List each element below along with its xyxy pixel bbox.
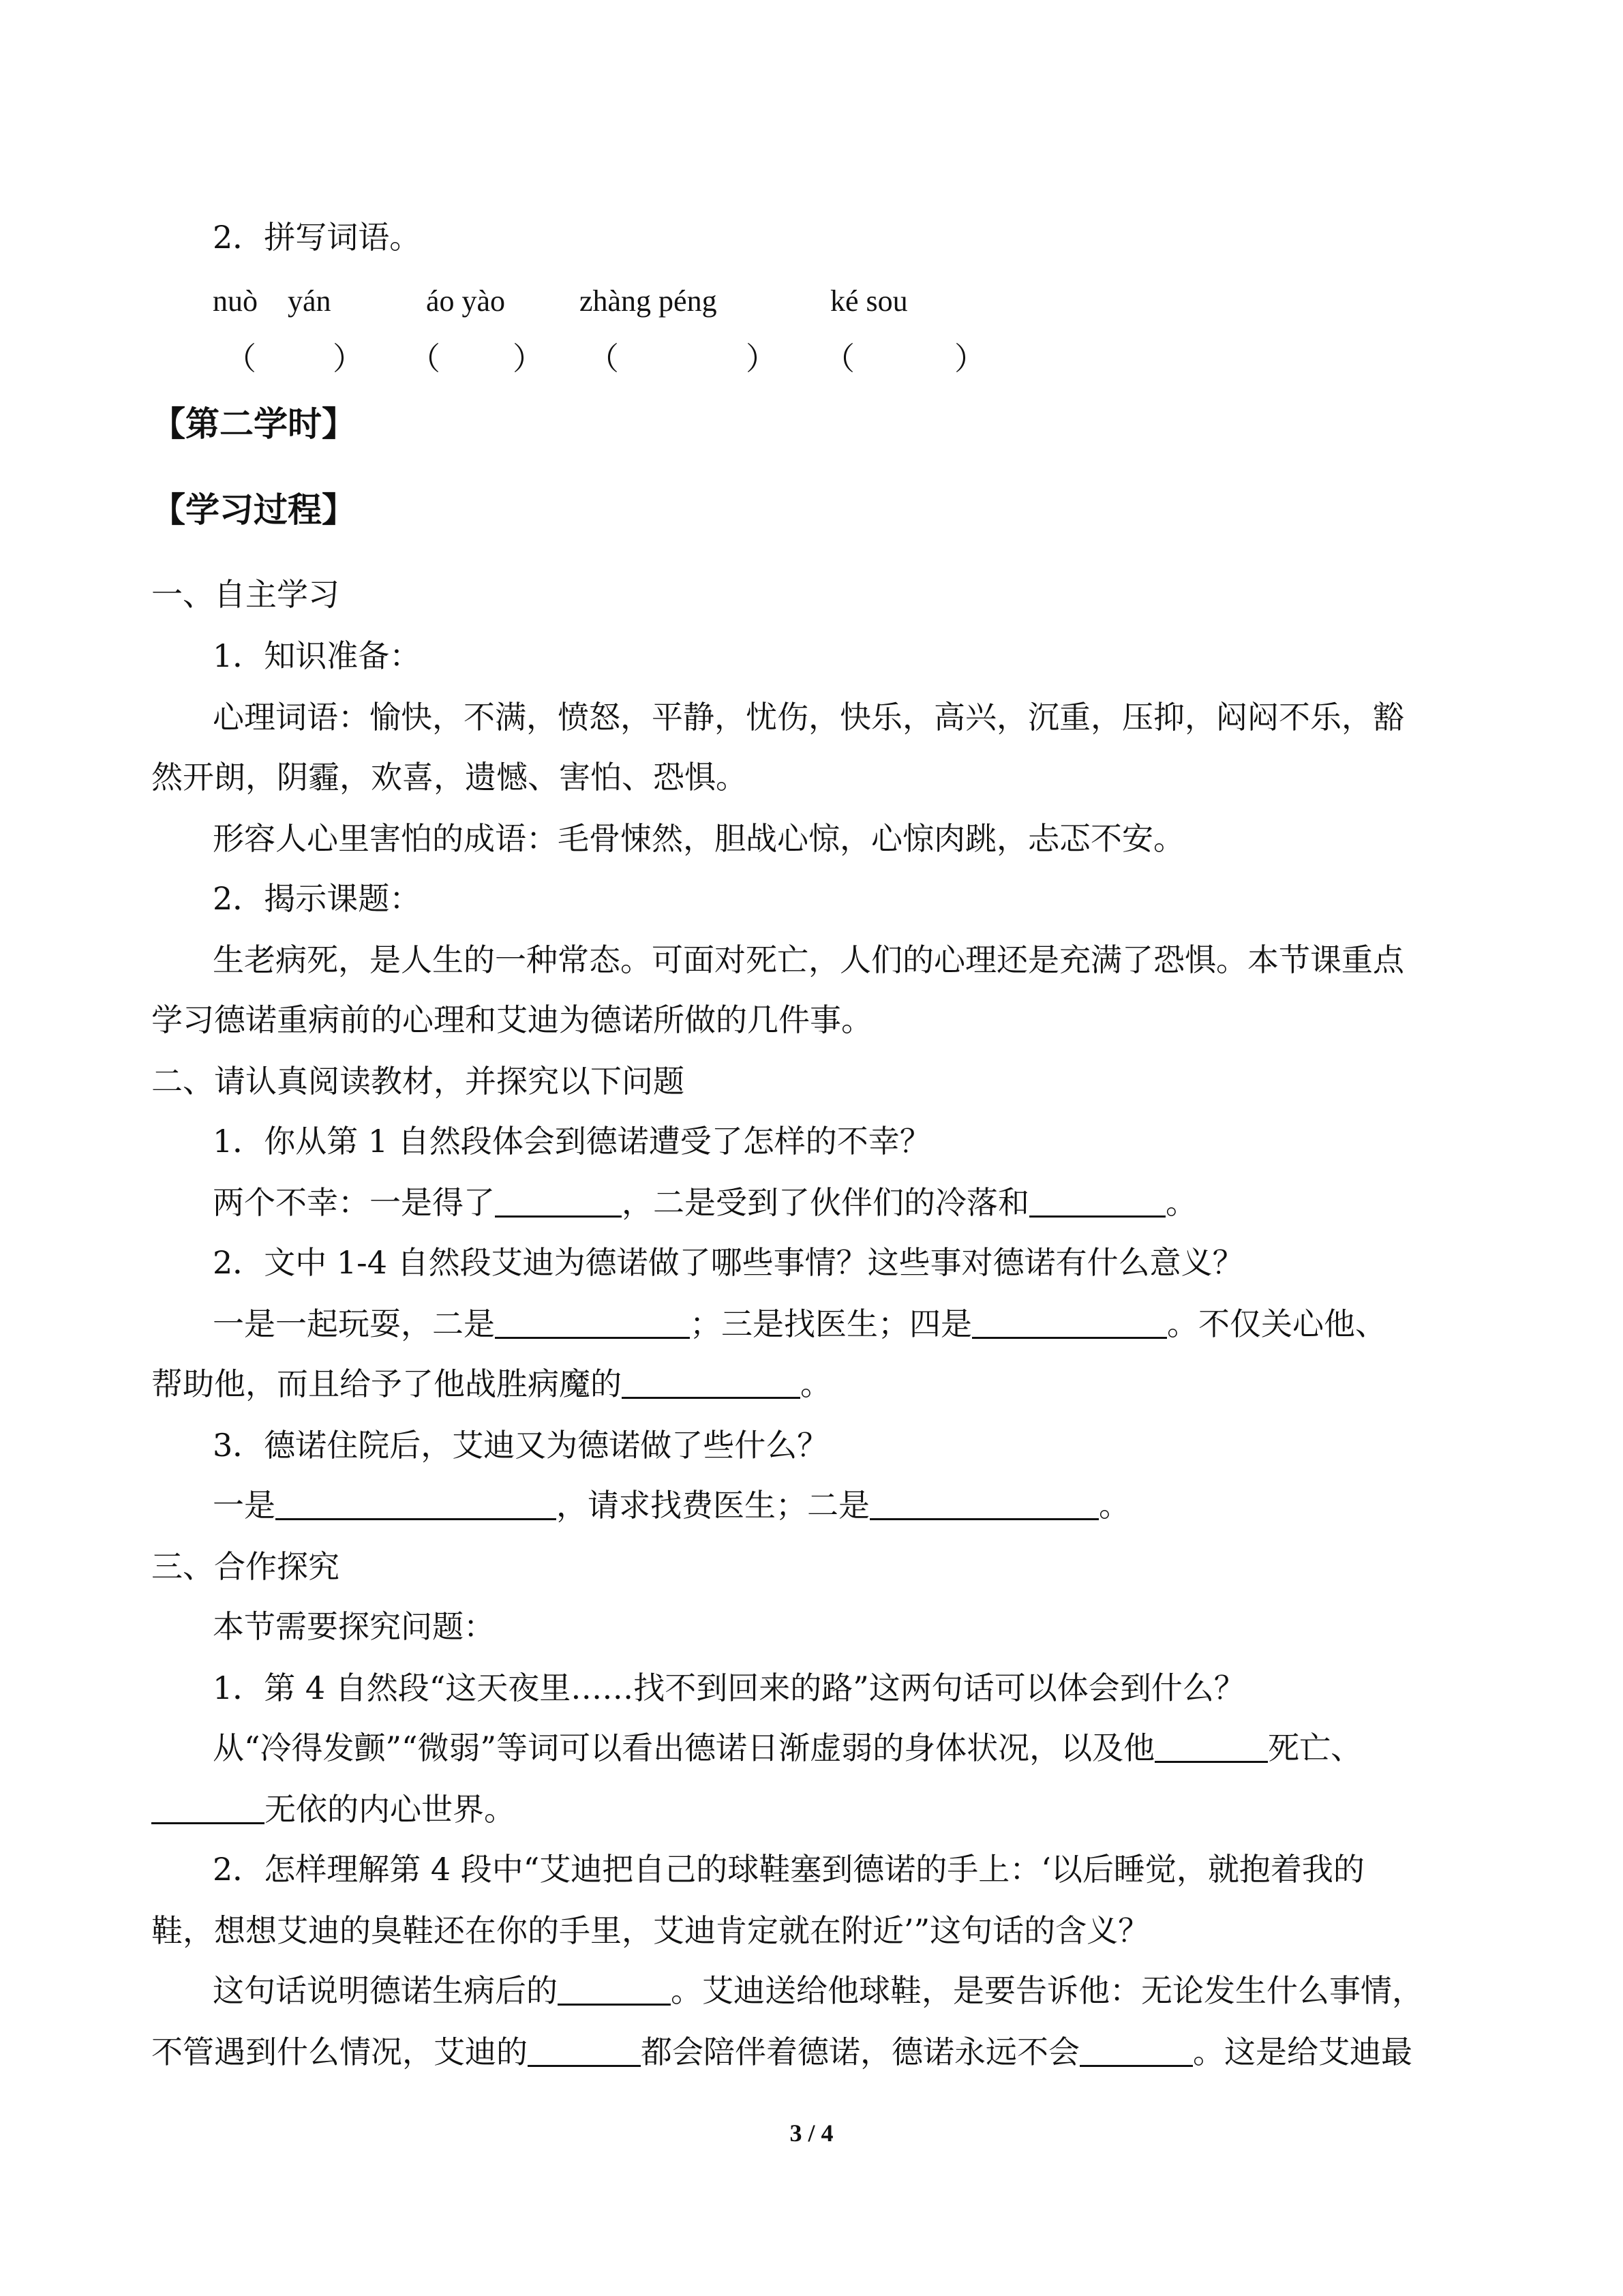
answer-3-2-line-1: 这句话说明德诺生病后的 。艾迪送给他球鞋，是要告诉他：无论发生什么事情， xyxy=(213,1972,1423,2009)
fill-blank[interactable] xyxy=(495,1305,690,1339)
answer-paren-open-3: （ xyxy=(588,340,619,377)
topic-text-line-1: 生老病死，是人生的一种常态。可面对死亡，人们的心理还是充满了恐惧。本节课重点 xyxy=(213,941,1404,978)
answer-2-1: 两个不幸：一是得了 ，二是受到了伙伴们的冷落和 。 xyxy=(213,1184,1197,1221)
fill-blank[interactable] xyxy=(495,1184,622,1218)
page-number: 3 / 4 xyxy=(789,2119,834,2147)
question-2-1: 1．你从第 1 自然段体会到德诺遭受了怎样的不幸？ xyxy=(213,1123,931,1160)
fill-blank[interactable] xyxy=(558,1972,671,2006)
pinyin-3: zhàng péng xyxy=(579,284,717,318)
answer-3-1-line-2: 无依的内心世界。 xyxy=(151,1789,515,1830)
fill-blank[interactable] xyxy=(275,1487,556,1520)
answer-paren-close-4: ） xyxy=(954,340,986,377)
reveal-topic-title: 2．揭示课题： xyxy=(213,880,421,917)
section-1-title: 一、自主学习 xyxy=(151,576,339,613)
fear-idioms-line: 形容人心里害怕的成语：毛骨悚然，胆战心惊，心惊肉跳，忐忑不安。 xyxy=(213,820,1185,857)
answer-3-2-line-2: 不管遇到什么情况，艾迪的 都会陪伴着德诺，德诺永远不会 。这是给艾迪最 xyxy=(151,2034,1412,2070)
mood-words-line-2: 然开朗，阴霾，欢喜，遗憾、害怕、恐惧。 xyxy=(151,759,747,796)
mood-words-line-1: 心理词语：愉快，不满，愤怒，平静，忧伤，快乐，高兴，沉重，压抑，闷闷不乐，豁 xyxy=(213,699,1404,736)
question-2-3: 3．德诺住院后，艾迪又为德诺做了些什么？ xyxy=(213,1427,829,1464)
pinyin-2: áo yào xyxy=(426,284,506,318)
fill-blank[interactable] xyxy=(870,1487,1099,1520)
fill-blank[interactable] xyxy=(972,1305,1167,1339)
topic-text-line-2: 学习德诺重病前的心理和艾迪为德诺所做的几件事。 xyxy=(151,1001,873,1038)
section-3-title: 三、合作探究 xyxy=(151,1548,339,1585)
fill-blank[interactable] xyxy=(1155,1729,1268,1763)
pinyin-4: ké sou xyxy=(830,284,908,318)
question-3-1: 1．第 4 自然段“这天夜里……找不到回来的路”这两句话可以体会到什么？ xyxy=(213,1670,1245,1706)
answer-2-3: 一是 ，请求找费医生；二是 。 xyxy=(213,1487,1130,1524)
spelling-title: 2．拼写词语。 xyxy=(213,219,421,256)
answer-paren-close-3: ） xyxy=(746,340,777,377)
knowledge-prep-title: 1．知识准备： xyxy=(213,637,421,674)
fill-blank[interactable] xyxy=(1029,1184,1166,1218)
answer-paren-close-1: ） xyxy=(333,340,364,377)
fill-blank[interactable] xyxy=(1080,2034,1193,2067)
answer-2-2-line-2: 帮助他，而且给予了他战胜病魔的 。 xyxy=(151,1365,832,1402)
fill-blank[interactable] xyxy=(528,2034,641,2067)
answer-paren-open-1: （ xyxy=(225,340,256,377)
heading-lesson-two: 【第二学时】 xyxy=(151,404,356,444)
answer-paren-open-2: （ xyxy=(409,340,440,377)
pinyin-1: nuò yán xyxy=(213,284,331,318)
answer-paren-close-2: ） xyxy=(513,340,544,377)
answer-3-1-line-1: 从“冷得发颤”“微弱”等词可以看出德诺日渐虚弱的身体状况，以及他 死亡、 xyxy=(213,1729,1363,1766)
fill-blank[interactable] xyxy=(151,1791,264,1824)
question-2-2: 2．文中 1-4 自然段艾迪为德诺做了哪些事情？这些事对德诺有什么意义？ xyxy=(213,1244,1244,1281)
question-3-2-line-1: 2．怎样理解第 4 段中“艾迪把自己的球鞋塞到德诺的手上：‘以后睡觉，就抱着我的 xyxy=(213,1851,1365,1888)
answer-paren-open-4: （ xyxy=(823,340,855,377)
answer-2-2-line-1: 一是一起玩耍，二是 ；三是找医生；四是 。不仅关心他、 xyxy=(213,1305,1386,1342)
section-2-title: 二、请认真阅读教材，并探究以下问题 xyxy=(151,1063,684,1100)
fill-blank[interactable] xyxy=(622,1365,800,1399)
heading-learning-process: 【学习过程】 xyxy=(151,489,356,530)
section-3-intro: 本节需要探究问题： xyxy=(213,1608,495,1645)
question-3-2-line-2: 鞋，想想艾迪的臭鞋还在你的手里，艾迪肯定就在附近’”这句话的含义？ xyxy=(151,1912,1150,1949)
